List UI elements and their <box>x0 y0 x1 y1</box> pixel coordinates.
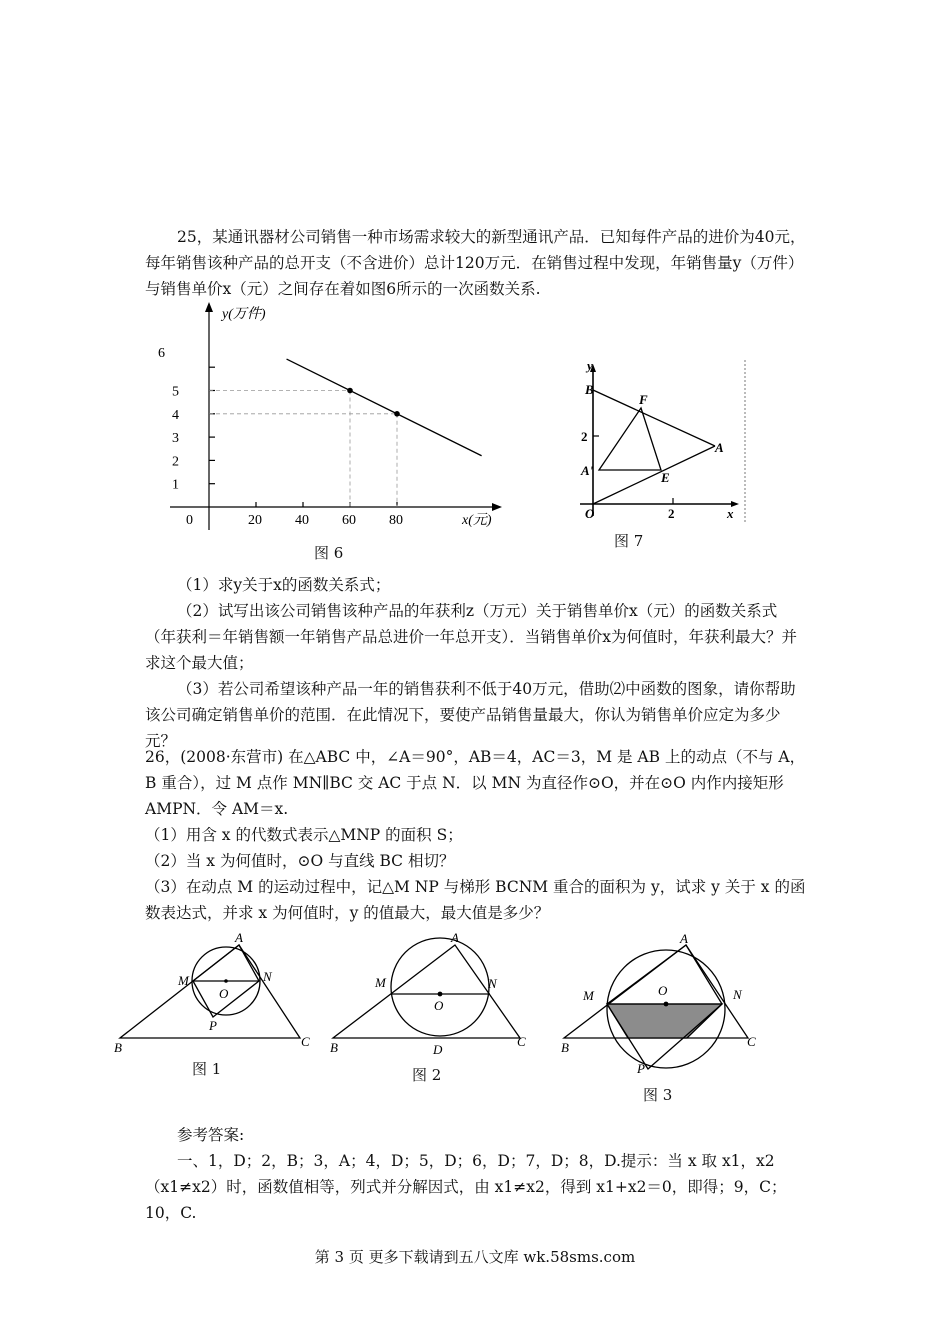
fig7-label-2y: 2 <box>581 429 588 444</box>
fig1-label-P: P <box>209 1018 217 1033</box>
fig6-origin-label: 0 <box>186 513 193 528</box>
page-footer: 第 3 页 更多下载请到五八文库 wk.58sms.com <box>314 1248 636 1266</box>
fig6-y-tick-label: 2 <box>172 454 179 470</box>
fig3-label-B: B <box>561 1040 569 1055</box>
fig2-label-N: N <box>488 976 497 991</box>
q26-part1: （1）用含 x 的代数式表示△MNP 的面积 S； <box>145 826 463 844</box>
fig3-label-C: C <box>747 1034 756 1049</box>
answers-heading: 参考答案: <box>177 1126 245 1144</box>
fig6-y-arrow <box>205 302 213 312</box>
fig3-label-P: P <box>637 1061 645 1076</box>
fig7-label-E: E <box>661 470 670 485</box>
fig7-label-2x: 2 <box>668 506 675 521</box>
fig3-label-N: N <box>733 987 742 1002</box>
fig1-label-O: O <box>219 986 229 1001</box>
fig6-caption: 图 6 <box>314 544 344 562</box>
fig6-x-tick-label: 40 <box>295 513 309 528</box>
fig1-label-A: A <box>235 930 243 945</box>
fig2-label-A: A <box>451 930 459 945</box>
fig3-label-M: M <box>583 988 594 1003</box>
fig1-label-B: B <box>114 1040 122 1055</box>
fig3-label-O: O <box>658 983 668 998</box>
fig7-label-A: A <box>715 440 724 455</box>
q25-part1: （1）求y关于x的函数关系式； <box>177 576 391 594</box>
fig6-x-arrow <box>492 503 502 511</box>
fig6-x-label: x(元) <box>462 513 492 528</box>
fig7-label-B: B <box>585 382 594 397</box>
fig6-series-line <box>287 359 482 456</box>
fig7-diagram <box>575 358 755 528</box>
fig2-circle <box>391 938 489 1036</box>
fig2-label-B: B <box>330 1040 338 1055</box>
fig6-y-tick-label: 3 <box>172 431 179 447</box>
fig6-data-point <box>394 411 400 417</box>
fig7-label-y: y <box>587 358 593 373</box>
fig7-line-BA <box>593 390 715 446</box>
fig6-y-tick-label: 6 <box>158 346 165 362</box>
q26-intro: 26，(2008·东营市) 在△ABC 中，∠A＝90°，AB＝4，AC＝3，M 是 AB 上的动点（不与 A，B 重合），过 M 点作 MN∥BC 交 AC 于点 N．以 MN 为直径作⊙O，并在⊙O 内作内接矩形 AMPN．令 AM＝x. <box>145 748 806 818</box>
fig2-center-dot <box>438 992 443 997</box>
fig1-center-dot <box>224 979 228 983</box>
fig3-caption: 图 3 <box>643 1086 673 1104</box>
fig2-label-O: O <box>434 998 444 1013</box>
fig3-center-dot <box>664 1002 669 1007</box>
q26-part3: （3）在动点 M 的运动过程中，记△M NP 与梯形 BCNM 重合的面积为 y，试求 y 关于 x 的函数表达式，并求 x 为何值时，y 的值最大，最大值是多少？ <box>145 878 806 922</box>
fig6-data-point <box>347 388 353 394</box>
fig3-label-A: A <box>680 931 688 946</box>
q26-part2: （2）当 x 为何值时，⊙O 与直线 BC 相切？ <box>145 852 455 870</box>
q25-part2: （2）试写出该公司销售该种产品的年获利z（万元）关于销售单价x（元）的函数关系式（年获利＝年销售额一年销售产品总进价一年总开支）．当销售单价x为何值时，年获利最大？并求这个最大值； <box>145 602 797 672</box>
fig1-label-M: M <box>178 973 189 988</box>
fig6-y-tick-label: 1 <box>172 477 179 493</box>
fig6-x-tick-label: 20 <box>248 513 262 528</box>
fig7-caption: 图 7 <box>614 532 644 550</box>
fig6-y-label: y(万件) <box>222 307 266 322</box>
fig1-label-N: N <box>263 969 272 984</box>
fig2-triangle-ABC <box>333 945 520 1038</box>
fig7-line-OA <box>593 446 715 504</box>
fig6-x-tick-label: 80 <box>389 513 403 528</box>
fig2-label-C: C <box>517 1034 526 1049</box>
fig3-overlap-region <box>607 1004 722 1038</box>
answers-line1: 一、1，D；2，B；3，A；4，D；5，D；6，D；7，D；8，D.提示：当 x 取 x1，x2（x1≠x2）时，函数值相等，列式并分解因式，由 x1≠x2，得到 x1+x2＝0，即得；9，C；10，C. <box>145 1152 787 1222</box>
fig6-y-tick-label: 5 <box>172 384 179 400</box>
fig6-chart <box>150 300 510 540</box>
fig2-caption: 图 2 <box>412 1066 442 1084</box>
fig1-caption: 图 1 <box>192 1060 222 1078</box>
fig6-y-tick-label: 4 <box>172 407 179 423</box>
fig2-label-D: D <box>433 1042 443 1057</box>
fig2-label-M: M <box>375 975 386 990</box>
fig7-label-x: x <box>727 506 734 521</box>
q25-part3: （3）若公司希望该种产品一年的销售获利不低于40万元，借助⑵中函数的图象，请你帮助该公司确定销售单价的范围．在此情况下，要使产品销售量最大，你认为销售单价应定为多少元？ <box>145 680 796 750</box>
fig1-label-C: C <box>301 1034 310 1049</box>
fig7-label-A-prime: A' <box>581 463 594 478</box>
q25-intro: 25，某通讯器材公司销售一种市场需求较大的新型通讯产品．已知每件产品的进价为40元，每年销售该种产品的总开支（不含进价）总计120万元．在销售过程中发现，年销售量y（万件）与销售单价x（元）之间存在着如图6所示的一次函数关系. <box>145 228 806 298</box>
fig6-x-tick-label: 60 <box>342 513 356 528</box>
fig7-label-O: O <box>585 506 595 521</box>
fig7-label-F: F <box>639 392 648 407</box>
